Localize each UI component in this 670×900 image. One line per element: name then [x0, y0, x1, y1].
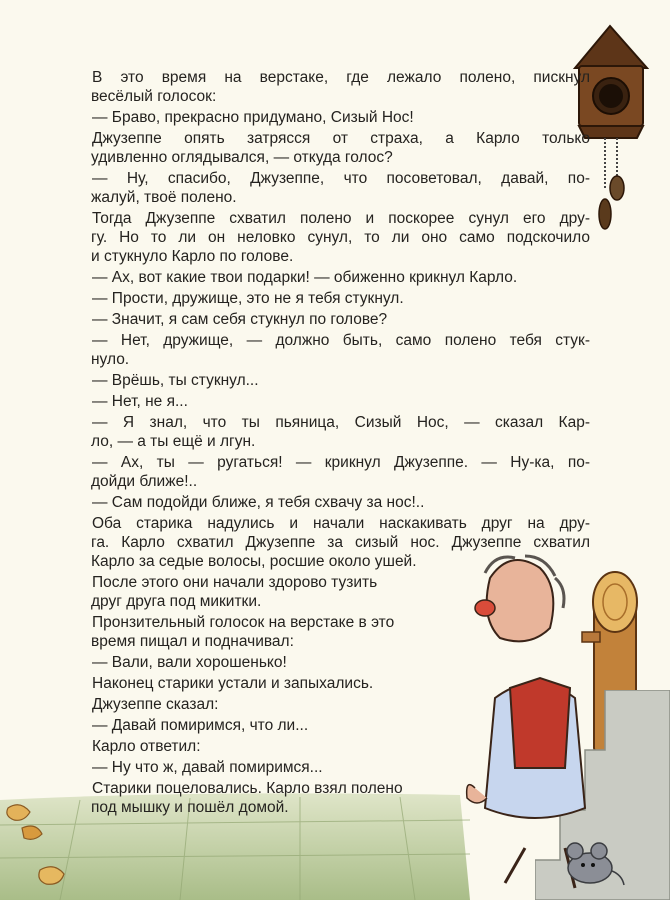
- text-line: га. Карло схватил Джузеппе за сизый нос. Джузеппе схватил: [91, 534, 590, 551]
- paragraph: [90, 129, 590, 167]
- text-line: Джузеппе сказал:: [92, 696, 219, 713]
- text-line: под мышку и пошёл домой.: [91, 799, 289, 816]
- text-line: Старики поцеловались. Карло взял полено: [92, 780, 403, 797]
- text-line: и стукнуло Карло по голове.: [91, 248, 294, 265]
- paragraph: [90, 758, 445, 777]
- text-line: ло, — а ты ещё и лгун.: [91, 433, 256, 450]
- paragraph: [90, 169, 590, 207]
- text-line: — Врёшь, ты стукнул...: [92, 372, 259, 389]
- paragraph: [90, 779, 445, 817]
- text-line: — Браво, прекрасно придумано, Сизый Нос!: [92, 109, 414, 126]
- paragraph: [90, 737, 445, 756]
- text-line: Джузеппе опять затрясся от страха, а Карло только: [92, 130, 590, 147]
- mouse-icon: [555, 835, 625, 890]
- text-line: нуло.: [91, 351, 130, 368]
- paragraph: [90, 331, 590, 369]
- text-line: — Ну, спасибо, Джузеппе, что посоветовал, давай, по-: [92, 170, 590, 187]
- wood-shavings-icon: [0, 800, 90, 900]
- paragraph: [90, 310, 590, 329]
- paragraph: [90, 392, 590, 411]
- paragraph: [90, 653, 445, 672]
- text-line: Тогда Джузеппе схватил полено и поскорее сунул его дру-: [92, 210, 590, 227]
- paragraph: [90, 613, 445, 651]
- text-line: время пищал и подначивал:: [91, 633, 294, 650]
- text-line: Оба старика надулись и начали наскакивать друг на дру-: [92, 515, 590, 532]
- text-line: — Нет, не я...: [92, 393, 188, 410]
- text-line: гу. Но то ли он неловко сунул, то ли оно само подскочило: [91, 229, 590, 246]
- text-line: — Нет, дружище, — должно быть, само полено тебя стук-: [92, 332, 590, 349]
- text-line: Карло за седые волосы, росшие около ушей.: [91, 553, 417, 570]
- text-line: — Ну что ж, давай помиримся...: [92, 759, 323, 776]
- text-line: Наконец старики устали и запыхались.: [92, 675, 374, 692]
- text-line: — Давай помиримся, что ли...: [92, 717, 309, 734]
- paragraph: [90, 371, 590, 390]
- paragraph: [90, 413, 590, 451]
- text-line: — Ах, вот какие твои подарки! — обиженно крикнул Карло.: [92, 269, 518, 286]
- paragraph: [90, 209, 590, 266]
- text-line: жалуй, твоё полено.: [91, 189, 237, 206]
- paragraph: [90, 68, 590, 106]
- text-line: — Ах, ты — ругаться! — крикнул Джузеппе. — Ну-ка, по-: [92, 454, 590, 471]
- paragraph: [90, 674, 445, 693]
- text-line: — Прости, дружище, это не я тебя стукнул.: [92, 290, 404, 307]
- text-line: — Вали, вали хорошенько!: [92, 654, 287, 671]
- text-line: После этого они начали здорово тузить: [92, 574, 378, 591]
- paragraph: [90, 268, 590, 287]
- paragraph: [90, 289, 590, 308]
- text-line: друг друга под микитки.: [91, 593, 262, 610]
- paragraph: [90, 716, 445, 735]
- text-line: удивленно оглядывался, — откуда голос?: [91, 149, 393, 166]
- text-line: дойди ближе!..: [91, 473, 198, 490]
- text-line: Пронзительный голосок на верстаке в это: [92, 614, 395, 631]
- text-line: Карло ответил:: [92, 738, 201, 755]
- text-line: весёлый голосок:: [91, 88, 217, 105]
- text-line: В это время на верстаке, где лежало полено, пискнул: [92, 69, 590, 86]
- paragraph: [90, 493, 590, 512]
- paragraph: [90, 573, 445, 611]
- text-line: — Значит, я сам себя стукнул по голове?: [92, 311, 388, 328]
- paragraph: [90, 695, 445, 714]
- text-line: — Я знал, что ты пьяница, Сизый Нос, — сказал Кар-: [92, 414, 590, 431]
- paragraph: [90, 453, 590, 491]
- text-line: — Сам подойди ближе, я тебя схвачу за нос!..: [92, 494, 425, 511]
- paragraph: [90, 108, 590, 127]
